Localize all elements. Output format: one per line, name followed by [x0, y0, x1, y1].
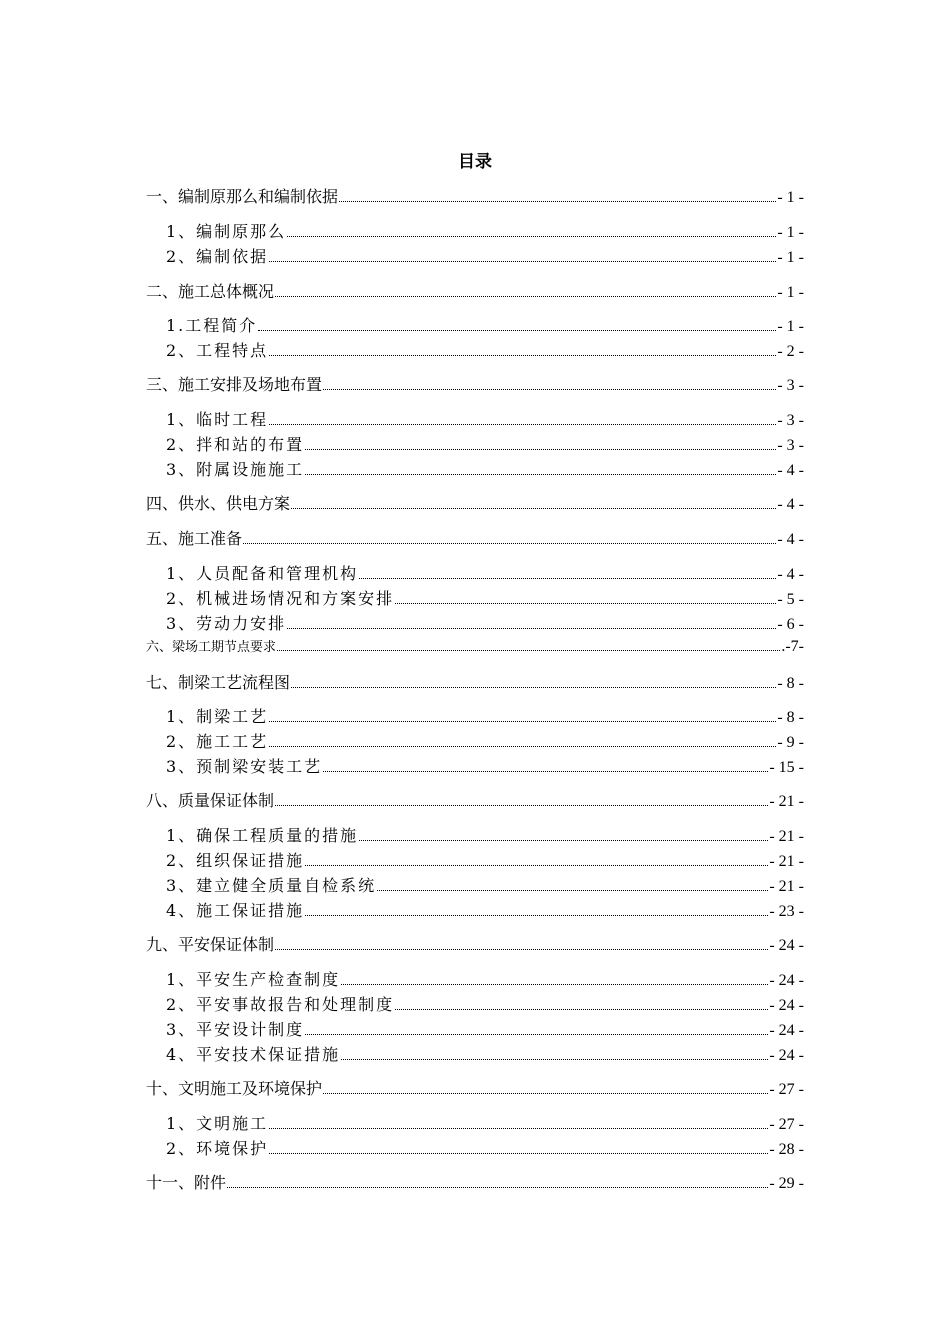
toc-page-number: - 21 - — [769, 853, 804, 870]
toc-dot-leader — [305, 473, 776, 475]
toc-subsection-entry[interactable] — [166, 1019, 804, 1041]
toc-entry-title: 4、平安技术保证措施 — [166, 1045, 341, 1064]
toc-subsection-entry[interactable] — [166, 1113, 804, 1135]
toc-dot-leader — [287, 627, 776, 629]
toc-section-entry[interactable] — [146, 281, 804, 303]
toc-entry-title: 三、施工安排及场地布置 — [146, 375, 323, 394]
toc-dot-leader — [269, 745, 776, 747]
toc-section-entry[interactable] — [146, 493, 804, 515]
toc-subsection-entry[interactable] — [166, 731, 804, 753]
toc-dot-leader — [258, 329, 776, 331]
toc-dot-leader — [305, 864, 768, 866]
toc-page-number: - 4 - — [777, 531, 804, 548]
toc-section-entry[interactable] — [146, 374, 804, 396]
toc-entry-title: 十、文明施工及环境保护 — [146, 1079, 323, 1098]
toc-entry-title: 十一、附件 — [146, 1173, 227, 1192]
toc-page-number: - 6 - — [777, 616, 804, 633]
toc-entry-title: 2、环境保护 — [166, 1139, 269, 1158]
toc-entry-title: 4、施工保证措施 — [166, 901, 305, 920]
toc-page-number: - 24 - — [769, 1047, 804, 1064]
toc-subsection-entry[interactable] — [166, 1138, 804, 1160]
toc-entry-title: 2、机械进场情况和方案安排 — [166, 589, 395, 608]
toc-subsection-entry[interactable] — [166, 246, 804, 268]
toc-entry-title: 五、施工准备 — [146, 529, 243, 548]
toc-entry-title: 2、施工工艺 — [166, 732, 269, 751]
toc-dot-leader — [339, 200, 776, 202]
toc-title: 目录 — [458, 152, 492, 172]
toc-entry-title: 1、人员配备和管理机构 — [166, 564, 359, 583]
toc-page-number: - 27 - — [769, 1081, 804, 1098]
toc-page-number: - 4 - — [777, 496, 804, 513]
toc-entry-title: 二、施工总体概况 — [146, 282, 275, 301]
toc-subsection-entry[interactable] — [166, 434, 804, 456]
toc-section-entry[interactable] — [146, 1078, 804, 1100]
toc-entry-title: 1、文明施工 — [166, 1114, 269, 1133]
toc-entry-title: 2、拌和站的布置 — [166, 435, 305, 454]
toc-subsection-entry[interactable] — [166, 221, 804, 243]
toc-dot-leader — [269, 354, 776, 356]
toc-dot-leader — [341, 983, 768, 985]
toc-section-entry[interactable] — [146, 186, 804, 208]
toc-page-number: - 1 - — [777, 249, 804, 266]
toc-subsection-entry[interactable] — [166, 315, 804, 337]
toc-entry-title: 3、劳动力安排 — [166, 614, 287, 633]
toc-page-number: - 27 - — [769, 1116, 804, 1133]
toc-page-number: - 24 - — [769, 1022, 804, 1039]
toc-page-number: - 8 - — [777, 675, 804, 692]
toc-dot-leader — [275, 295, 776, 297]
toc-page-number: - 2 - — [777, 343, 804, 360]
toc-page-number: - 8 - — [777, 709, 804, 726]
toc-subsection-entry[interactable] — [166, 850, 804, 872]
toc-section-entry[interactable] — [146, 790, 804, 812]
toc-entry-title: 3、建立健全质量自检系统 — [166, 876, 377, 895]
toc-subsection-entry[interactable] — [166, 613, 804, 635]
toc-dot-leader — [395, 1008, 768, 1010]
toc-entry-title: 1、确保工程质量的措施 — [166, 826, 359, 845]
toc-dot-leader — [287, 235, 776, 237]
toc-page-number: - 29 - — [769, 1175, 804, 1192]
toc-page-number: - 24 - — [769, 972, 804, 989]
toc-page-number: - 3 - — [777, 412, 804, 429]
toc-dot-leader — [291, 507, 776, 509]
toc-subsection-entry[interactable] — [166, 994, 804, 1016]
toc-dot-leader — [305, 1033, 768, 1035]
toc-entry-title: 1、制梁工艺 — [166, 707, 269, 726]
toc-dot-leader — [305, 448, 776, 450]
toc-page-number: - 1 - — [777, 189, 804, 206]
toc-page-number: - 5 - — [777, 591, 804, 608]
toc-dot-leader — [323, 388, 776, 390]
toc-section-entry[interactable] — [146, 1172, 804, 1194]
toc-subsection-entry[interactable] — [166, 756, 804, 778]
toc-subsection-entry[interactable] — [166, 825, 804, 847]
toc-page-number: - 1 - — [777, 318, 804, 335]
toc-entry-title: 1、平安生产检查制度 — [166, 970, 341, 989]
toc-dot-leader — [323, 770, 768, 772]
toc-entry-title: 八、质量保证体制 — [146, 791, 275, 810]
toc-section-entry[interactable] — [146, 672, 804, 694]
toc-dot-leader — [277, 649, 780, 651]
toc-page-number: - 15 - — [769, 759, 804, 776]
toc-subsection-entry[interactable] — [166, 969, 804, 991]
toc-entry-title: 一、编制原那么和编制依据 — [146, 187, 339, 206]
toc-dot-leader — [269, 720, 776, 722]
toc-dot-leader — [291, 686, 776, 688]
toc-page-number: - 4 - — [777, 566, 804, 583]
toc-dot-leader — [395, 602, 776, 604]
toc-dot-leader — [269, 423, 776, 425]
toc-dot-leader — [275, 948, 768, 950]
toc-dot-leader — [269, 1127, 768, 1129]
toc-page-number: .-7- — [781, 638, 804, 655]
toc-subsection-entry[interactable] — [166, 1044, 804, 1066]
toc-page-number: - 3 - — [777, 377, 804, 394]
toc-subsection-entry[interactable] — [166, 875, 804, 897]
toc-dot-leader — [269, 260, 776, 262]
toc-entry-title: 2、组织保证措施 — [166, 851, 305, 870]
toc-entry-title: 四、供水、供电方案 — [146, 494, 291, 513]
toc-page-number: - 4 - — [777, 462, 804, 479]
toc-entry-title: 1.工程简介 — [166, 316, 258, 335]
toc-entry-title: 3、附属设施施工 — [166, 460, 305, 479]
toc-page-number: - 28 - — [769, 1141, 804, 1158]
toc-entry-title: 2、编制依据 — [166, 247, 269, 266]
toc-page-number: - 24 - — [769, 997, 804, 1014]
toc-page-number: - 1 - — [777, 224, 804, 241]
toc-page-number: - 23 - — [769, 903, 804, 920]
toc-subsection-entry[interactable] — [166, 459, 804, 481]
toc-dot-leader — [359, 839, 768, 841]
toc-subsection-entry[interactable] — [166, 588, 804, 610]
toc-subsection-entry[interactable] — [166, 706, 804, 728]
toc-section-entry[interactable] — [146, 934, 804, 956]
toc-dot-leader — [227, 1186, 768, 1188]
toc-dot-leader — [377, 889, 768, 891]
toc-page-number: - 21 - — [769, 793, 804, 810]
toc-dot-leader — [359, 577, 776, 579]
toc-dot-leader — [341, 1058, 768, 1060]
toc-page-number: - 1 - — [777, 284, 804, 301]
toc-subsection-entry[interactable] — [166, 563, 804, 585]
toc-dot-leader — [323, 1092, 768, 1094]
toc-section-entry[interactable] — [146, 528, 804, 550]
toc-entry-title: 2、平安事故报告和处理制度 — [166, 995, 395, 1014]
toc-page-number: - 21 - — [769, 878, 804, 895]
toc-entry-title: 1、临时工程 — [166, 410, 269, 429]
toc-subsection-entry[interactable] — [166, 900, 804, 922]
toc-subsection-entry[interactable] — [166, 340, 804, 362]
toc-dot-leader — [243, 542, 776, 544]
toc-dot-leader — [275, 804, 768, 806]
toc-section-entry[interactable] — [146, 636, 804, 658]
toc-page-number: - 9 - — [777, 734, 804, 751]
toc-dot-leader — [305, 914, 768, 916]
toc-entry-title: 2、工程特点 — [166, 341, 269, 360]
toc-page-number: - 21 - — [769, 828, 804, 845]
toc-subsection-entry[interactable] — [166, 409, 804, 431]
toc-entry-title: 六、梁场工期节点要求 — [146, 640, 277, 655]
toc-page-number: - 24 - — [769, 937, 804, 954]
toc-page-number: - 3 - — [777, 437, 804, 454]
toc-entry-title: 七、制梁工艺流程图 — [146, 673, 291, 692]
toc-entry-title: 九、平安保证体制 — [146, 935, 275, 954]
toc-entry-title: 1、编制原那么 — [166, 222, 287, 241]
toc-dot-leader — [269, 1152, 768, 1154]
toc-entry-title: 3、预制梁安装工艺 — [166, 757, 323, 776]
toc-entry-title: 3、平安设计制度 — [166, 1020, 305, 1039]
